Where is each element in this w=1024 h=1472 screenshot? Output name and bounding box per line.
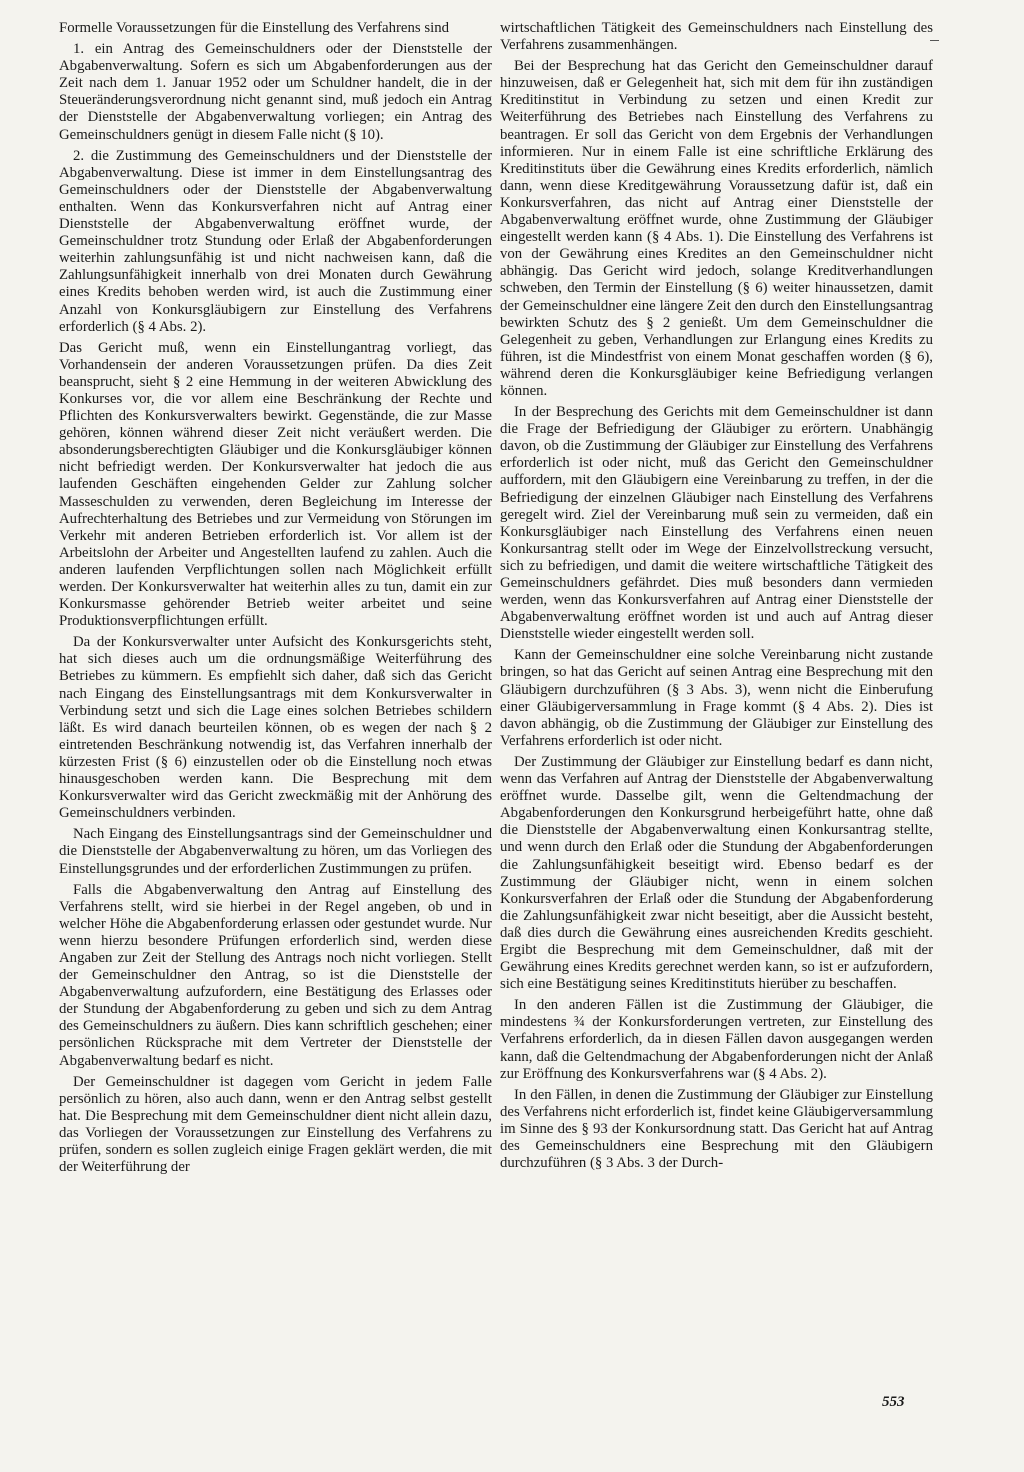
paragraph: Kann der Gemeinschuldner eine solche Vereinbarung nicht zustande bringen, so hat das Gericht auf seinen Antrag eine Besprechung mit den Gläubigern durchzuführen (§ 3 Abs. 3), wenn nicht die Einberufung einer Gläubigerversammlung in Frage kommt (§ 4 Abs. 2). Dies ist davon abhängig, ob die Zustimmung der Gläubiger zur Einstellung des Verfahrens erforderlich ist oder nicht. [500,647,933,749]
paragraph: Das Gericht muß, wenn ein Einstellungantrag vorliegt, das Vorhandensein der anderen Voraussetzungen prüfen. Da dies Zeit beansprucht, sieht § 2 eine Hemmung in der weiteren Abwicklung des Konkurses vor, die vor allem eine Beschränkung der Rechte und Pflichten des Konkursverwalters bewirkt. Gegenstände, die zur Masse gehören, können während dieser Zeit nicht veräußert werden. Die absonderungsberechtigten Gläubiger und die Konkursgläubiger können nicht befriedigt werden. Der Konkursverwalter hat jedoch die aus laufenden Geschäften eingehenden Gelder zur Zahlung solcher Masseschulden zu verwenden, deren Begleichung im Interesse der Aufrechterhaltung des Betriebes und zur Vermeidung von Störungen im Verkehr mit anderen Betrieben erforderlich ist. Vor allem ist der Arbeitslohn der Arbeiter und Angestellten laufend zu zahlen. Auch die anderen laufenden Verpflichtungen sollen nach Möglichkeit erfüllt werden. Der Konkursverwalter hat weiterhin alles zu tun, damit ein zur Konkursmasse gehörender Betrieb weiter arbeitet und seine Produktionsverpflichtungen erfüllt. [59,339,492,630]
paragraph: Formelle Voraussetzungen für die Einstellung des Verfahrens sind [59,20,449,36]
paragraph: In der Besprechung des Gerichts mit dem Gemeinschuldner ist dann die Frage der Befriedigung der Gläubiger zu erörtern. Unabhängig davon, ob die Zustimmung der Gläubiger zur Einstellung des Verfahrens erforderlich ist oder nicht, muß das Gericht den Gemeinschuldner auffordern, mit den Gläubigern eine Vereinbarung zu treffen, in der die Befriedigung der einzelnen Gläubiger nach Einstellung des Verfahrens geregelt wird. Ziel der Vereinbarung muß sein zu vermeiden, daß ein Konkursgläubiger nach Einstellung des Verfahrens einen neuen Konkursantrag stellt oder im Wege der Einzelvollstreckung versucht, sich zu befriedigen, und damit die weitere wirtschaftliche Tätigkeit des Gemeinschuldners gefährdet. Dies muß besonders dann vermieden werden, wenn das Konkursverfahren auf Antrag einer Dienststelle der Abgabenverwaltung eröffnet worden ist und auch auf Antrag dieser Dienststelle wieder eingestellt werden soll. [500,404,933,643]
paragraph: In den anderen Fällen ist die Zustimmung der Gläubiger, die mindestens ¾ der Konkursforderungen vertreten, zur Einstellung des Verfahrens erforderlich, da in diesen Fällen davon ausgegangen werden kann, daß die Geltendmachung der Abgabenforderungen nicht der Anlaß zur Eröffnung des Konkursverfahrens war (§ 4 Abs. 2). [500,997,933,1082]
paragraph: Da der Konkursverwalter unter Aufsicht des Konkursgerichts steht, hat sich dieses auch um die ordnungsmäßige Weiterführung des Betriebes zu kümmern. Es empfiehlt sich daher, daß sich das Gericht nach Eingang des Einstellungsantrags mit dem Konkursverwalter in Verbindung setzt und sich die Lage eines solchen Betriebes schildern läßt. Es wird danach beurteilen können, ob es wegen der nach § 2 eintretenden Beschränkung notwendig ist, das Verfahren innerhalb der kürzesten Frist (§ 6) einzustellen oder ob die Einstellung noch etwas hinausgeschoben werden kann. Die Besprechung mit dem Konkursverwalter wird das Gericht zweckmäßig mit der Anhörung des Gemeinschuldners verbinden. [59,634,492,822]
paragraph: Der Gemeinschuldner ist dagegen vom Gericht in jedem Falle persönlich zu hören, also auch dann, wenn er den Antrag selbst gestellt hat. Die Besprechung mit dem Gemeinschuldner dient nicht allein dazu, das Vorliegen der Voraussetzungen zur Einstellung des Verfahrens zu prüfen, sondern es sollen zugleich einige Fragen geklärt werden, die mit der Weiterführung der [59,1073,492,1176]
paragraph: Falls die Abgabenverwaltung den Antrag auf Einstellung des Verfahrens stellt, wird sie hierbei in der Regel angeben, ob und in welcher Höhe die Abgabenforderung erlassen oder gestundet wurde. Nur wenn hierzu besondere Prüfungen erforderlich sind, werden diese Angaben zur Zeit der Stellung des Antrags noch nicht vorliegen. Stellt der Gemeinschuldner den Antrag, so ist die Dienststelle der Abgabenverwaltung aufzufordern, eine Bestätigung des Erlasses oder der Stundung der Abgabenforderung zu geben und sich zu dem Antrag des Gemeinschuldners zu äußern. Dies kann schriftlich geschehen; einer persönlichen Rücksprache mit dem Vertreter der Dienststelle der Abgabenverwaltung bedarf es nicht. [59,881,492,1069]
paragraph: 2. die Zustimmung des Gemeinschuldners und der Dienststelle der Abgabenverwaltung. Diese ist immer in dem Einstellungsantrag des Gemeinschuldners oder der Dienststelle der Abgabenverwaltung enthalten. Wenn das Konkursverfahren nicht auf Antrag einer Dienststelle der Abgabenverwaltung eröffnet wurde, der Gemeinschuldner trotz Stundung oder Erlaß der Abgabenforderungen weiterhin zahlungsunfähig ist und nicht nachweisen kann, daß die Zahlungsunfähigkeit innerhalb von drei Monaten durch Gewährung eines Kredits behoben werden wird, ist auch die Zustimmung einer Anzahl von Konkursgläubigern zur Einstellung des Verfahrens erforderlich (§ 4 Abs. 2). [59,147,492,335]
paragraph: Der Zustimmung der Gläubiger zur Einstellung bedarf es dann nicht, wenn das Verfahren auf Antrag der Dienststelle der Abgabenverwaltung eröffnet wurde. Dasselbe gilt, wenn die Geltendmachung der Abgabenforderungen den Konkursgrund herbeigeführt hatte, ohne daß die Dienststelle der Abgabenverwaltung einen Konkursantrag stellte, und wenn durch den Erlaß oder die Stundung der Abgabenforderungen die Zahlungsunfähigkeit beseitigt wird. Ebenso bedarf es der Zustimmung der Gläubiger nicht, wenn in einem solchen Konkursverfahren der Erlaß oder die Stundung der Abgabenforderung die Zahlungsunfähigkeit zwar nicht beseitigt, aber die Aussicht besteht, daß dies durch die Gewährung eines ausreichenden Kredits geschieht. Ergibt die Besprechung mit dem Gemeinschuldner, daß mit der Gewährung eines Kredits gerechnet werden kann, so ist er aufzufordern, sich eine Bestätigung seines Kreditinstituts hierüber zu beschaffen. [500,753,933,993]
paragraph: Nach Eingang des Einstellungsantrags sind der Gemeinschuldner und die Dienststelle der Abgabenverwaltung zu hören, um das Vorliegen des Einstellungsgrundes und der erforderlichen Zustimmungen zu prüfen. [59,826,492,877]
paragraph: Bei der Besprechung hat das Gericht den Gemeinschuldner darauf hinzuweisen, daß er Gelegenheit hat, sich mit dem für ihn zuständigen Kreditinstitut in Verbindung zu setzen und einen Kredit zur Weiterführung des Betriebes nach Einstellung des Verfahrens zu beantragen. Er soll das Gericht von dem Ergebnis der Verhandlungen informieren. Nur in einem Falle ist eine schriftliche Erklärung des Kreditinstituts über die Gewährung eines Kredits erforderlich, nämlich dann, wenn diese Kreditgewährung Voraussetzung dafür ist, daß ein Konkursverfahren, das nicht auf Antrag einer Dienststelle der Abgabenverwaltung eröffnet wurde, ohne Zustimmung der Gläubiger eingestellt werden kann (§ 4 Abs. 1). Die Einstellung des Verfahrens ist von der Gewährung eines Kredites an den Gemeinschuldner nicht abhängig. Das Gericht wird jedoch, solange Kreditverhandlungen schweben, den Termin der Einstellung (§ 6) weiter hinaussetzen, damit der Gemeinschuldner eine längere Zeit den durch den Einstellungsantrag bewirkten Schutz des § 2 genießt. Um dem Gemeinschuldner die Gelegenheit zu geben, Verhandlungen zur Erlangung eines Kredits zu führen, ist die Mindestfrist von einem Monat geschaffen worden (§ 6), während deren die Konkursgläubiger keine Befriedigung verlangen können. [500,58,933,399]
paragraph: wirtschaftlichen Tätigkeit des Gemeinschuldners nach Einstellung des Verfahrens zusammenhängen. [500,20,933,54]
margin-mark [930,40,939,41]
right-text-column [500,20,933,1176]
left-text-column [59,20,492,1180]
page-number: 553 [882,1394,905,1410]
paragraph: In den Fällen, in denen die Zustimmung der Gläubiger zur Einstellung des Verfahrens nicht erforderlich ist, findet keine Gläubigerversammlung im Sinne des § 93 der Konkursordnung statt. Das Gericht hat auf Antrag des Gemeinschuldners eine Besprechung mit den Gläubigern durchzuführen (§ 3 Abs. 3 der Durch- [500,1086,933,1172]
paragraph: 1. ein Antrag des Gemeinschuldners oder der Dienststelle der Abgabenverwaltung. Sofern es sich um Abgabenforderungen aus der Zeit nach dem 1. Januar 1952 oder um Schuldner handelt, die in der Steueränderungsverordnung nicht genannt sind, muß jedoch ein Antrag der Dienststelle der Abgabenverwaltung vorliegen; ein Antrag des Gemeinschuldners genügt in diesem Falle nicht (§ 10). [59,41,492,143]
